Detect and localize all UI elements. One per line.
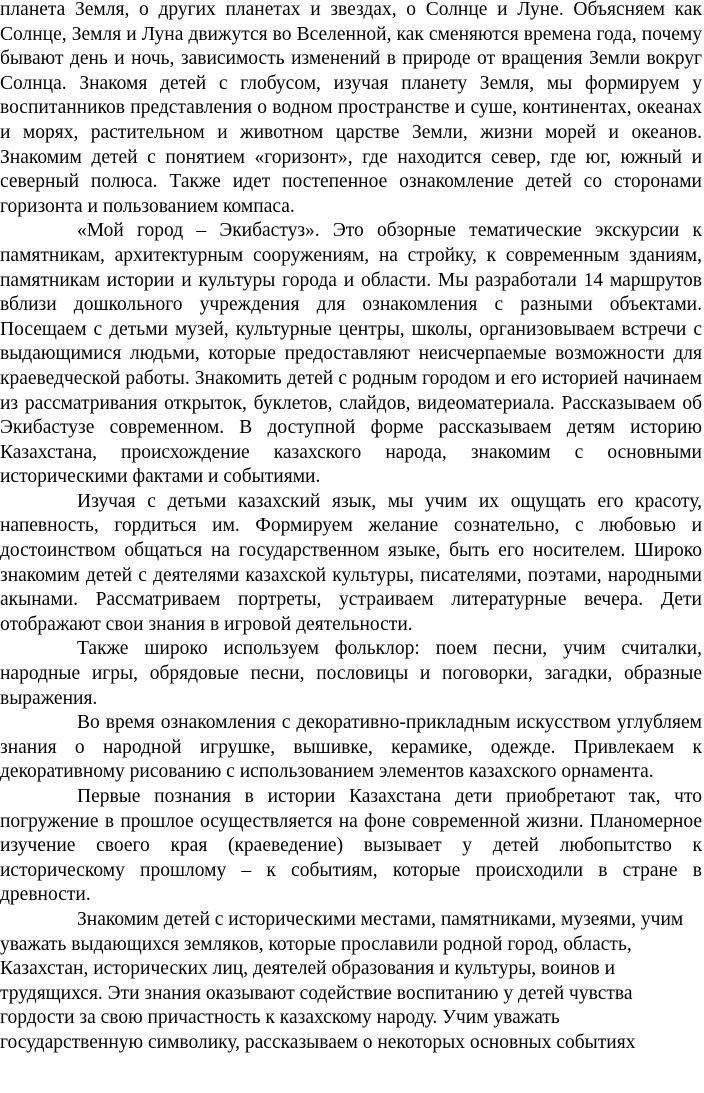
paragraph-decorative-art: Во время ознакомления с декоративно-прикладным искусством углубляем знания о народной игрушке, вышивке, керамике, одежде. Привлекаем к декоративному рисованию с использованием элементов казахского орнамента. [0, 712, 702, 783]
paragraph-earth-and-space: планета Земля, о других планетах и звездах, о Солнце и Луне. Объясняем как Солнце, Земля и Луна движутся во Вселенной, как сменяются времена года, почему бывают день и ночь, зависимость изменений в природе от вращения Земли вокруг Солнца. Знакомя детей с глобусом, изучая планету Земля, мы формируем у воспитанников представления о водном пространстве и суше, континентах, океанах и морях, растительном и животном царстве Земли, жизни морей и океанов. Знакомим детей с понятием «горизонт», где находится север, где юг, южный и северный полюса. Также идет постепенное ознакомление детей со сторонами горизонта и пользованием компаса. [0, 0, 702, 217]
paragraph-my-city-ekibastuz: «Мой город – Экибастуз». Это обзорные тематические экскурсии к памятникам, архитектурным сооружениям, на стройку, к современным зданиям, памятникам истории и культуры города и области. Мы разработали 14 маршрутов вблизи дошкольного учреждения для ознакомления с разными объектами. Посещаем с детьми музей, культурные центры, школы, организовываем встречи с выдающимися людьми, которые предоставляют неисчерпаемые возможности для краеведческой работы. Знакомить детей с родным городом и его историей начинаем из рассматривания открыток, буклетов, слайдов, видеоматериала. Рассказываем об Экибастузе современном. В доступной форме рассказываем детям историю Казахстана, происхождение казахского народа, знакомим с основными историческими фактами и событиями. [0, 220, 702, 488]
paragraph-history-knowledge: Первые познания в истории Казахстана дети приобретают так, что погружение в прошлое осуществляется на фоне современной жизни. Планомерное изучение своего края (краеведение) вызывает у детей любопытство к историческому прошлому – к событиям, которые происходили в стране в древности. [0, 786, 702, 906]
paragraph-historical-places: Знакомим детей с историческими местами, памятниками, музеями, учим уважать выдающихся земляков, которые прославили родной город, область, Казахстан, исторических лиц, деятелей образования и культуры, воинов и трудящихся. Эти знания оказывают содействие воспитанию у детей чувства гордости за свою причастность к казахскому народу. Учим уважать государственную символику, рассказываем о некоторых основных событиях [0, 908, 684, 1053]
paragraph-folklore: Также широко используем фольклор: поем песни, учим считалки, народные игры, обрядовые песни, пословицы и поговорки, загадки, образные выражения. [0, 638, 702, 709]
paragraph-kazakh-language: Изучая с детьми казахский язык, мы учим их ощущать его красоту, напевность, гордиться им. Формируем желание сознательно, с любовью и достоинством общаться на государственном языке, быть его носителем. Широко знакомим детей с деятелями казахской культуры, писателями, поэтами, народными акынами. Рассматриваем портреты, устраиваем литературные вечера. Дети отображают свои знания в игровой деятельности. [0, 490, 702, 635]
